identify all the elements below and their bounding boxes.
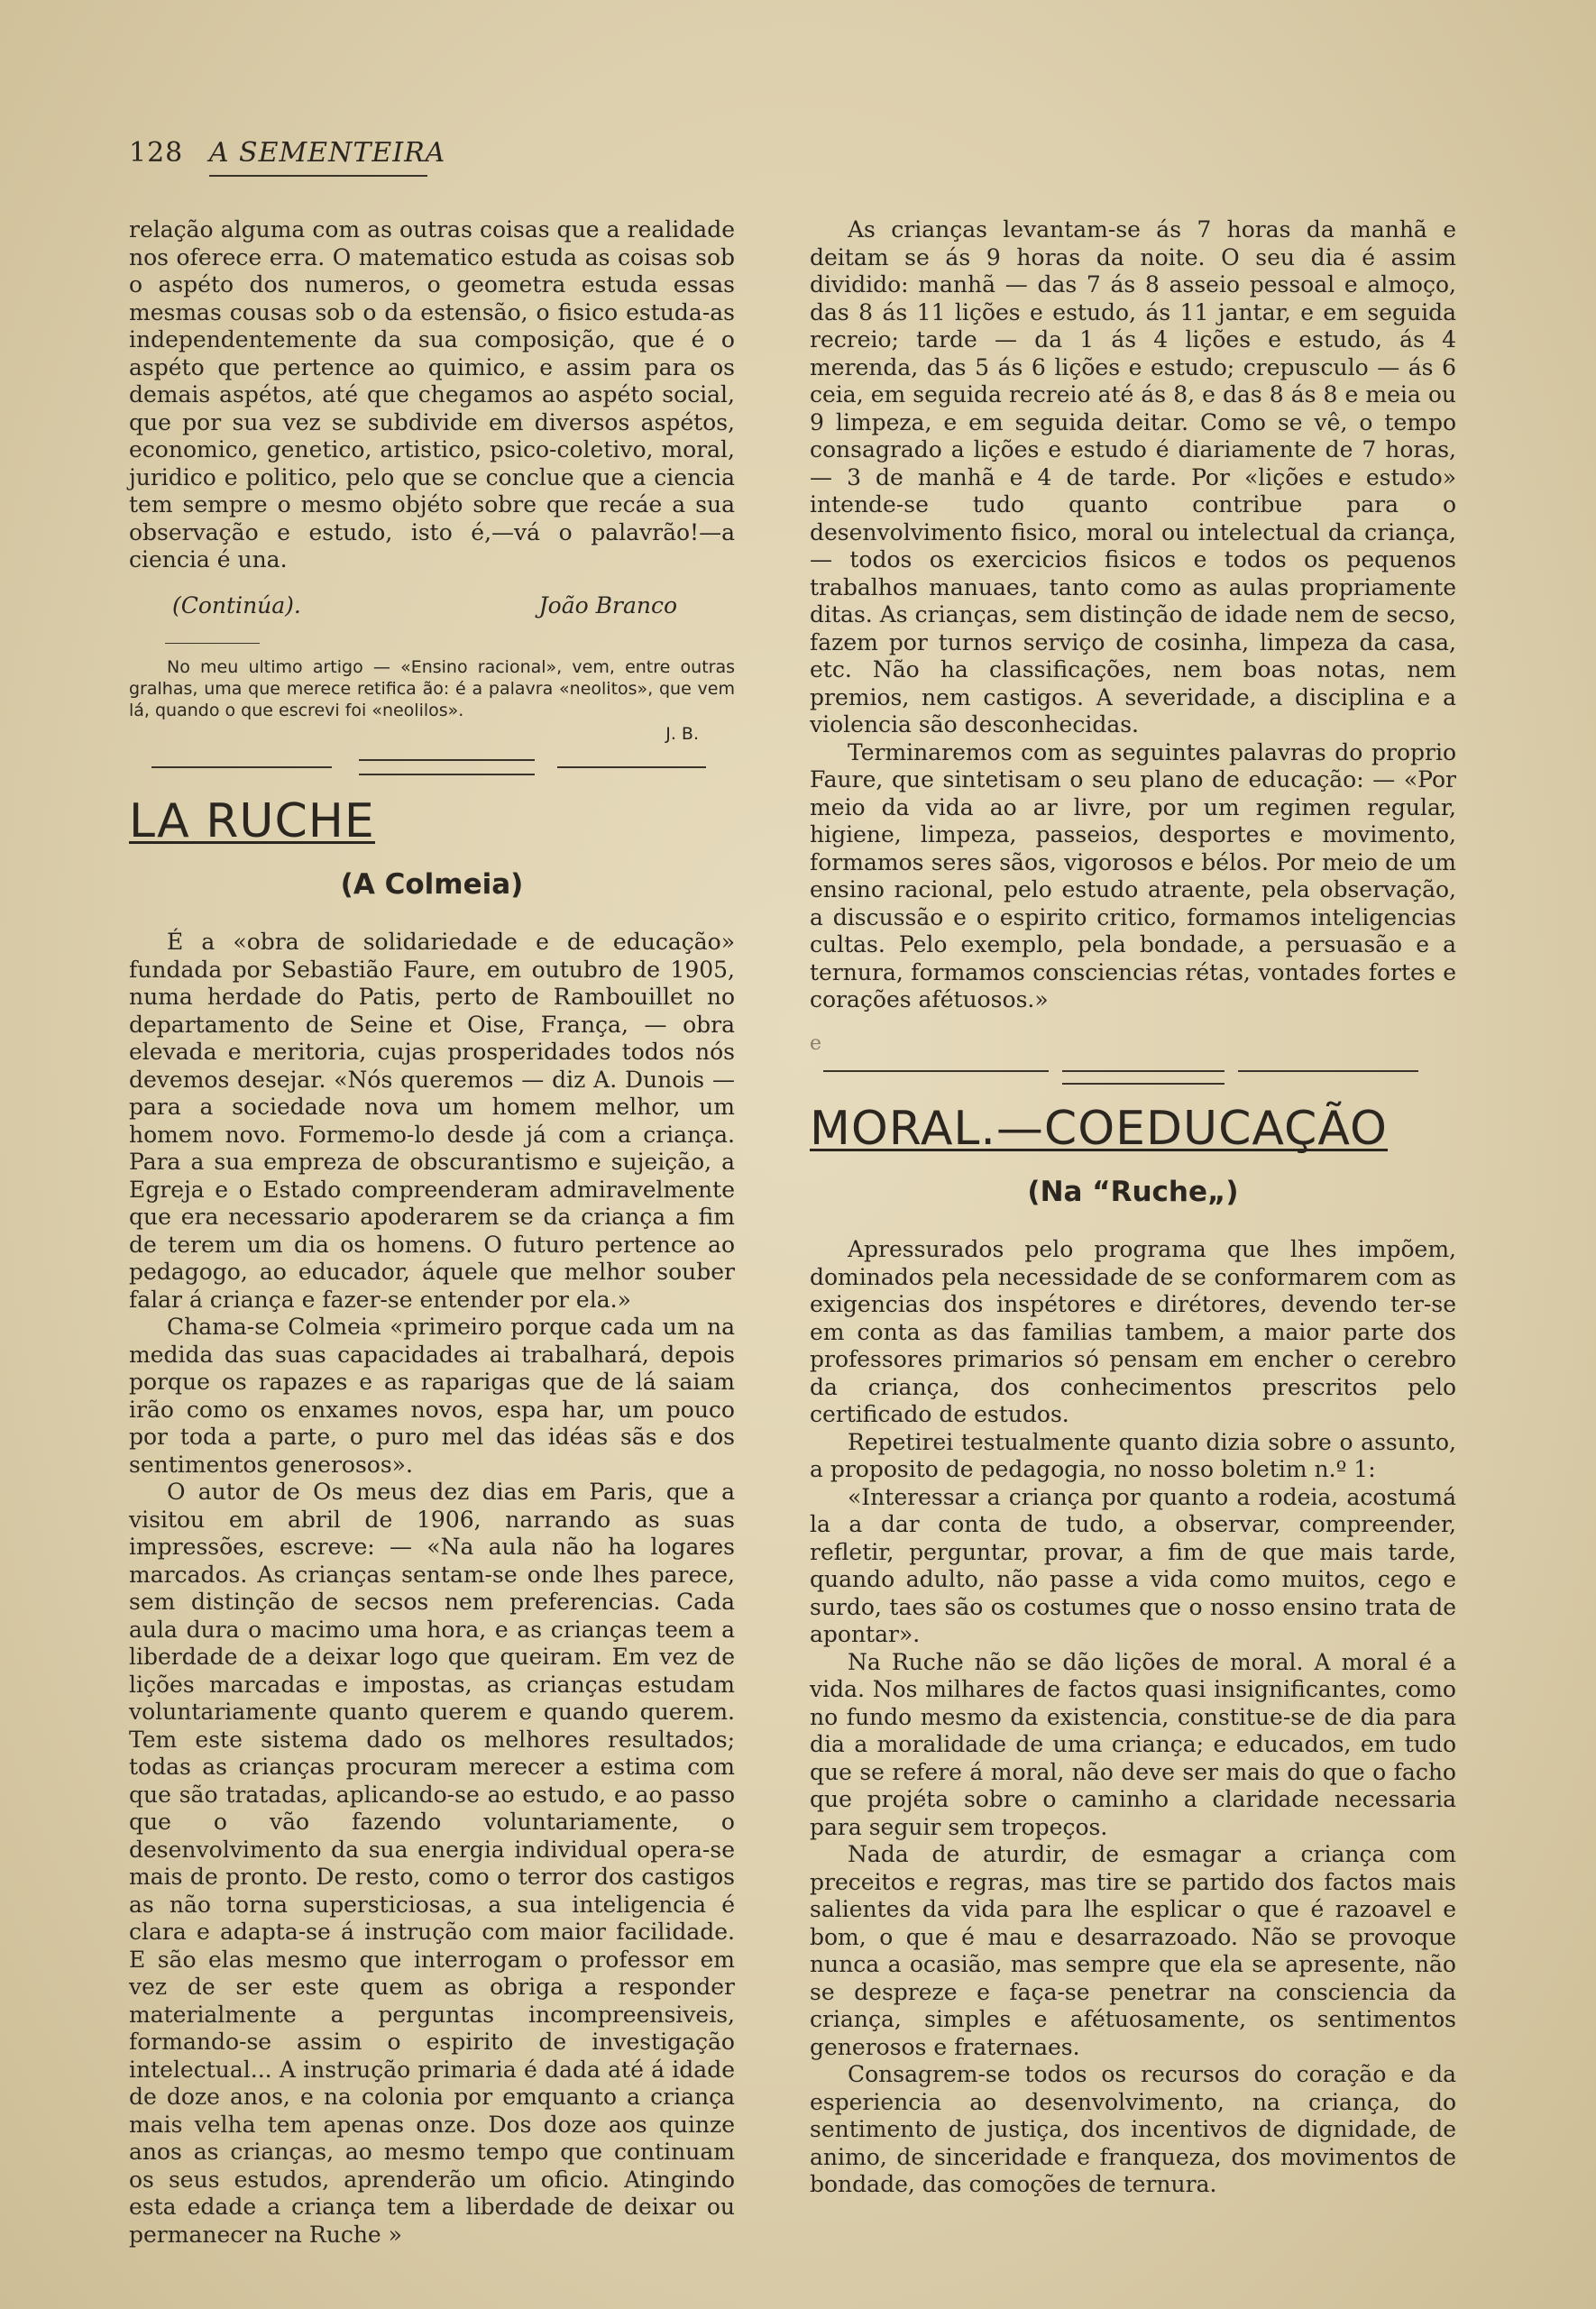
page-number: 128 [129,137,184,169]
left-column [129,216,735,2249]
article-paragraph: Chama-se Colmeia «primeiro porque cada um na medida das suas capacidades ai trabalhará, depois porque os rapazes e as raparigas que de lá saiam irão como os enxames novos, espa har, um pouco por toda a parte, o puro mel das idéas sãs e dos sentimentos generosos». [129,1314,735,1478]
continua-label: (Continúa). [172,591,301,618]
article-paragraph: Terminaremos com as seguintes palavras do proprio Faure, que sintetisam o seu plano de educação: — «Por meio da vida ao ar livre, por um regimen regular, higiene, limpeza, passeios, desportes e movimento, formamos seres sãos, vigorosos e bélos. Por meio de um ensino racional, pelo estudo atraente, pela observação, a discussão e o espirito critico, formamos inteligencias cultas. Pelo exemplo, pela bondade, a persuasão e a ternura, formamos consciencias rétas, vontades fortes e corações afétuosos.» [810,738,1456,1012]
page-header [129,137,445,169]
section-subtitle-na-ruche: (Na “Ruche„) [1027,1175,1239,1208]
continuation-paragraph: relação alguma com as outras coisas que a realidade nos oferece erra. O matematico estuda as coisas sob o aspéto dos numeros, o geometra estuda essas mesmas cousas sob o da estensão, o fisico estuda-as independentemente da sua composição, que é o aspéto que pertence ao quimico, e assim para os demais aspétos, até que chegamos ao aspéto social, que por sua vez se subdivide em diversos aspétos, economico, genetico, artistico, psico-coletivo, moral, juridico e politico, pelo que se conclue que a ciencia tem sempre o mesmo objéto sobre que recáe a sua observação e estudo, isto é,—vá o palavrão!—a ciencia é una. [129,216,735,573]
article-paragraph: Apressurados pelo programa que lhes impõem, dominados pela necessidade de se conformarem com as exigencias dos inspétores e dirétores, devendo ter-se em conta as das familias tambem, a maior parte dos professores primarios só pensam em encher o cerebro da criança, dos conhecimentos prescritos pelo certificado de estudos. [810,1236,1456,1427]
section-title-moral-coeducacao: MORAL.—COEDUCAÇÃO [810,1102,1388,1156]
article-paragraph: «Interessar a criança por quanto a rodeia, acostumá la a dar conta de tudo, a observar, compreender, refletir, perguntar, provar, a fim de que mais tarde, quando adulto, não passe a vida como muitos, cego e surdo, taes são os costumes que o nosso ensino trata de apontar». [810,1483,1456,1647]
section-subtitle-colmeia: (A Colmeia) [340,867,524,901]
article-paragraph: Repetirei testualmente quanto dizia sobre o assunto, a proposito de pedagogia, no nosso boletim n.º 1: [810,1428,1456,1482]
article-paragraph: É a «obra de solidariedade e de educação» fundada por Sebastião Faure, em outubro de 1905, numa herdade do Patis, perto de Rambouillet no departamento de Seine et Oise, França, — obra elevada e meritoria, cujas prosperidades todos nós devemos desejar. «Nós queremos — diz A. Dunois — para a sociedade nova um homem melhor, um homem novo. Formemo-lo desde já com a criança. Para a sua empreza de obscurantismo e sujeição, a Egreja e o Estado compreenderam admiravelmente que era necessario apoderarem se da criança a fim de terem um dia os homens. O futuro pertence ao pedagogo, ao educador, áquele que melhor souber falar á criança e fazer-se entender por ela.» [129,929,735,1313]
article-paragraph: Consagrem-se todos os recursos do coração e da esperiencia ao desenvolvimento, na criança, do sentimento de justiça, dos incentivos de dignidade, de animo, de sinceridade e franqueza, dos movimentos de bondade, das comoções de ternura. [810,2061,1456,2197]
section-title-la-ruche: LA RUCHE [129,794,375,848]
article-paragraph: O autor de Os meus dez dias em Paris, que a visitou em abril de 1906, narrando as suas impressões, escreve: — «Na aula não ha logares marcados. As crianças sentam-se onde lhes parece, sem distinção de secsos nem preferencias. Cada aula dura o macimo uma hora, e as crianças teem a liberdade de a deixar logo que queiram. Em vez de lições marcadas e impostas, as crianças estudam voluntariamente quanto querem e quando querem. Tem este sistema dado os melhores resultados; todas as crianças procuram merecer a estima com que são tratadas, aplicando-se ao estudo, e ao passo que o vão fazendo voluntariamente, o desenvolvimento da sua energia individual opera-se mais de pronto. De resto, como o terror dos castigos as não torna supersticiosas, a sua inteligencia é clara e adapta-se á instrução com maior facilidade. E são elas mesmo que interrogam o professor em vez de ser este quem as obriga a responder materialmente a perguntas incompreensiveis, formando-se assim o espirito de investigação intelectual... A instrução primaria é dada até á idade de doze anos, e na colonia por emquanto a criança mais velha tem apenas onze. Dos doze aos quinze anos as crianças, ao mesmo tempo que continuam os seus estudos, aprenderão um oficio. Atingindo esta edade a criança tem a liberdade de deixar ou permanecer na Ruche » [129,1479,735,2248]
section-divider [810,1063,1456,1099]
journal-title: A SEMENTEIRA [208,137,446,169]
article-paragraph: Na Ruche não se dão lições de moral. A moral é a vida. Nos milhares de factos quasi insignificantes, como no fundo mesmo da existencia, constitue-se de dia para dia a moralidade de uma criança; e educados, em tudo que se refere á moral, não deve ser mais do que o facho que projéta sobre o caminho a claridade necessaria para seguir sem tropeços. [810,1648,1456,1840]
footnote-text: No meu ultimo artigo — «Ensino racional», vem, entre outras gralhas, uma que merece retifica ão: é a palavra «neolitos», que vem lá, quando o que escrevi foi «neolilos». [129,657,735,720]
right-column [810,216,1456,2199]
footnote-separator [165,643,260,644]
header-rule [209,175,427,177]
article-paragraph: Nada de aturdir, de esmagar a criança com preceitos e regras, mas tire se partido dos factos mais salientes da vida para lhe esplicar o que é razoavel e bom, o que é mau e desarrazoado. Não se provoque nunca a ocasião, mas sempre que ela se apresente, não se despreze e faça-se penetrar na consciencia da criança, simples e afétuosamente, os sentimentos generosos e fraternaes. [810,1841,1456,2060]
footnote [129,656,735,745]
article-signoff [172,592,677,620]
footnote-signature: J. B. [665,724,699,744]
section-divider [129,756,735,792]
stray-mark: e [810,1031,822,1055]
author-name: João Branco [538,591,677,618]
article-paragraph: As crianças levantam-se ás 7 horas da manhã e deitam se ás 9 horas da noite. O seu dia é assim dividido: manhã — das 7 ás 8 asseio pessoal e almoço, das 8 ás 11 lições e estudo, ás 11 jantar, e em seguida recreio; tarde — da 1 ás 4 lições e estudo, ás 4 merenda, das 5 ás 6 lições e estudo; crepusculo — ás 6 ceia, em seguida recreio até ás 8, e das 8 ás 8 e meia ou 9 limpeza, e em seguida deitar. Como se vê, o tempo consagrado a lições e estudo é diariamente de 7 horas, — 3 de manhã e 4 de tarde. Por «lições e estudo» intende-se tudo quanto contribue para o desenvolvimento fisico, moral ou intelectual da criança, — todos os exercicios fisicos e todos os pequenos trabalhos manuaes, tanto como as aulas propriamente ditas. As crianças, sem distinção de idade nem de secso, fazem por turnos serviço de cosinha, limpeza da casa, etc. Não ha classificações, nem boas notas, nem premios, nem castigos. A severidade, a disciplina e a violencia são desconhecidas. [810,216,1456,738]
